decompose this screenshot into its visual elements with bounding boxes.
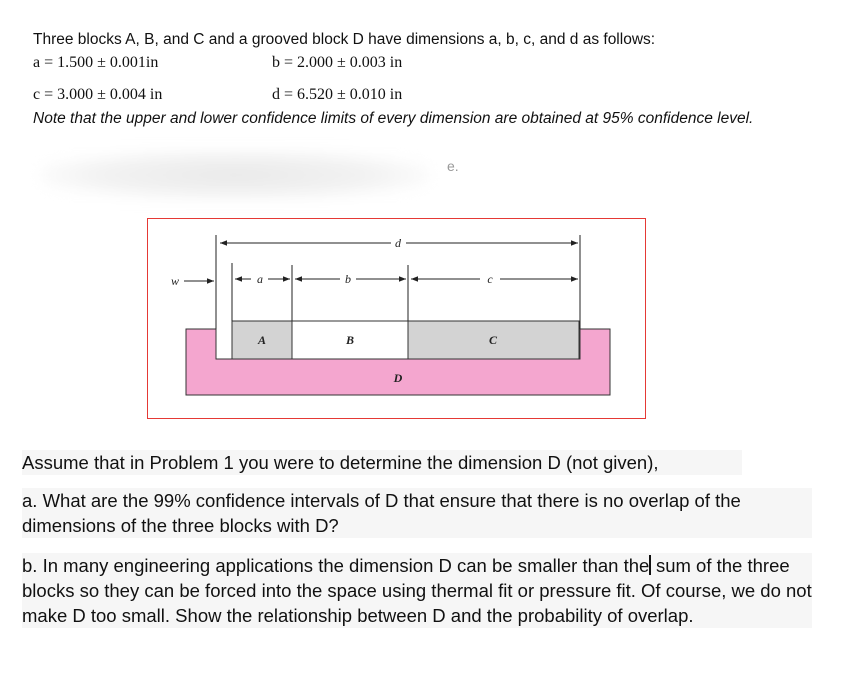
stray-text: e.: [447, 158, 459, 174]
question-b[interactable]: [22, 553, 812, 628]
label-block-a: A: [257, 333, 267, 347]
question-b-part2: sum of the three blocks so they can be forced into the space using thermal fit or pressure fit. Of course, we do not make D too small. Show the relationship between D and the probability of overlap.: [22, 555, 812, 626]
label-b: b: [345, 272, 351, 286]
dimension-a: a = 1.500 ± 0.001in: [33, 54, 159, 71]
question-intro: Assume that in Problem 1 you were to determine the dimension D (not given),: [22, 450, 742, 475]
problem-intro: Three blocks A, B, and C and a grooved block D have dimensions a, b, c, and d as follows:: [33, 31, 656, 48]
label-a: a: [257, 272, 263, 286]
dimension-b: b = 2.000 ± 0.003 in: [272, 54, 403, 71]
confidence-note: Note that the upper and lower confidence limits of every dimension are obtained at 95% confidence level.: [33, 110, 754, 127]
label-w: w: [170, 274, 180, 288]
dimension-d: d = 6.520 ± 0.010 in: [272, 86, 403, 103]
label-block-d: D: [393, 371, 403, 385]
label-block-b: B: [345, 333, 355, 347]
dimension-c: c = 3.000 ± 0.004 in: [33, 86, 163, 103]
label-d: d: [395, 236, 401, 250]
label-c: c: [487, 272, 493, 286]
blocks-figure: [147, 218, 646, 419]
redacted-region: [40, 150, 430, 200]
question-a: a. What are the 99% confidence intervals of D that ensure that there is no overlap of the dimensions of the three blocks with D?: [22, 488, 812, 538]
question-b-part1: b. In many engineering applications the dimension D can be smaller than the: [22, 555, 650, 576]
blocks-diagram: [148, 219, 647, 420]
label-block-c: C: [488, 333, 498, 347]
